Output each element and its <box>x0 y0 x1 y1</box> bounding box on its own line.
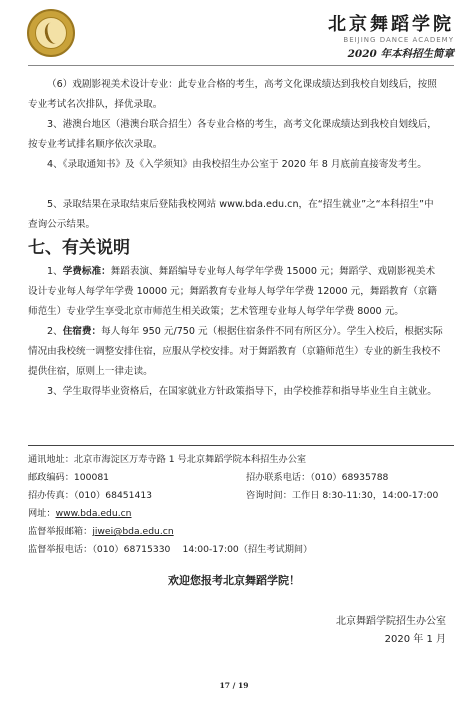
contact-address: 通讯地址：北京市海淀区万寿寺路 1 号北京舞蹈学院本科招生办公室 <box>28 454 307 465</box>
tuition-text: 舞蹈表演、舞蹈编导专业每人每学年学费 15000 元；舞蹈学、戏剧影视美术设计专业每人每学年学费 10000 元；舞蹈教育专业每人每学年学费 12000 元，舞蹈教育（京籍师范生）专业学生享受北京市师范生相关政策；艺术管理专业每人每学年学费 8000 元。 <box>28 266 438 317</box>
page-number: 17 / 19 <box>219 681 249 690</box>
tuition-number: 1、 <box>47 266 63 277</box>
brand-english: BEIJING DANCE ACADEMY <box>343 36 454 44</box>
paragraph-employment: 3、学生取得毕业资格后，在国家就业方针政策指导下，由学校推荐和指导毕业生自主就业。 <box>47 386 437 397</box>
contact-fax: 招办传真：（010）68451413 <box>28 490 153 501</box>
paragraph-drama-design: （6）戏剧影视美术设计专业：此专业合格的考生，高考文化课成绩达到我校自划线后，按照专业考试名次排队，择优录取。 <box>28 79 437 110</box>
contact-website-row <box>28 505 132 519</box>
accommodation-text: 每人每年 950 元/750 元（根据住宿条件不同有所区分）。学生入校后，根据实际情况由我校统一调整安排住宿，应服从学校安排。对于舞蹈教育（京籍师范生）专业的新生我校不提供住宿，原则上一律走读。 <box>28 326 443 377</box>
section-title: 七、有关说明 <box>28 238 130 258</box>
contact-phone: 招办联系电话：（010）68935788 <box>246 472 389 483</box>
tuition-label: 学费标准： <box>62 266 111 277</box>
logo-emblem <box>35 17 67 49</box>
header-brand <box>328 15 454 61</box>
signature-office: 北京舞蹈学院招生办公室 <box>336 616 446 627</box>
paragraph-results: 5、录取结果在录取结束后登陆我校网站 www.bda.edu.cn，在“招生就业”之“本科招生”中查询公示结果。 <box>28 199 434 230</box>
welcome-message: 欢迎您报考北京舞蹈学院！ <box>168 574 300 587</box>
paragraph-hk-macao-taiwan: 3、港澳台地区（港澳台联合招生）各专业合格的考生，高考文化课成绩达到我校自划线后，按专业考试排名顺序依次录取。 <box>28 119 437 150</box>
accommodation-number: 2、 <box>47 326 63 337</box>
dancer-figure-icon <box>42 20 64 46</box>
contact-divider <box>28 445 454 446</box>
college-logo <box>27 9 75 57</box>
paragraph-tuition <box>28 262 443 322</box>
signature-date: 2020 年 1 月 <box>384 634 446 645</box>
accommodation-label: 住宿费： <box>62 326 102 337</box>
paragraph-accommodation <box>28 322 443 382</box>
website-label: 网址： <box>28 508 56 519</box>
email-label: 监督举报邮箱： <box>28 526 93 537</box>
website-link[interactable]: www.bda.edu.cn <box>55 508 132 519</box>
header-divider <box>28 65 454 66</box>
email-link[interactable]: jiwei@bda.edu.cn <box>92 526 174 537</box>
brand-chinese: 北京舞蹈学院 <box>328 14 454 35</box>
paragraph-admission-notice: 4、《录取通知书》及《入学须知》由我校招生办公室于 2020 年 8 月底前直接寄发考生。 <box>47 159 427 170</box>
contact-postcode: 邮政编码：100081 <box>28 472 110 483</box>
contact-report-phone: 监督举报电话：（010）68715330 14:00-17:00（招生考试期间） <box>28 544 313 555</box>
brochure-title: 2020 年本科招生简章 <box>347 48 454 60</box>
contact-hours: 咨询时间：工作日 8:30-11:30，14:00-17:00 <box>246 490 439 501</box>
contact-email-row <box>28 523 174 537</box>
